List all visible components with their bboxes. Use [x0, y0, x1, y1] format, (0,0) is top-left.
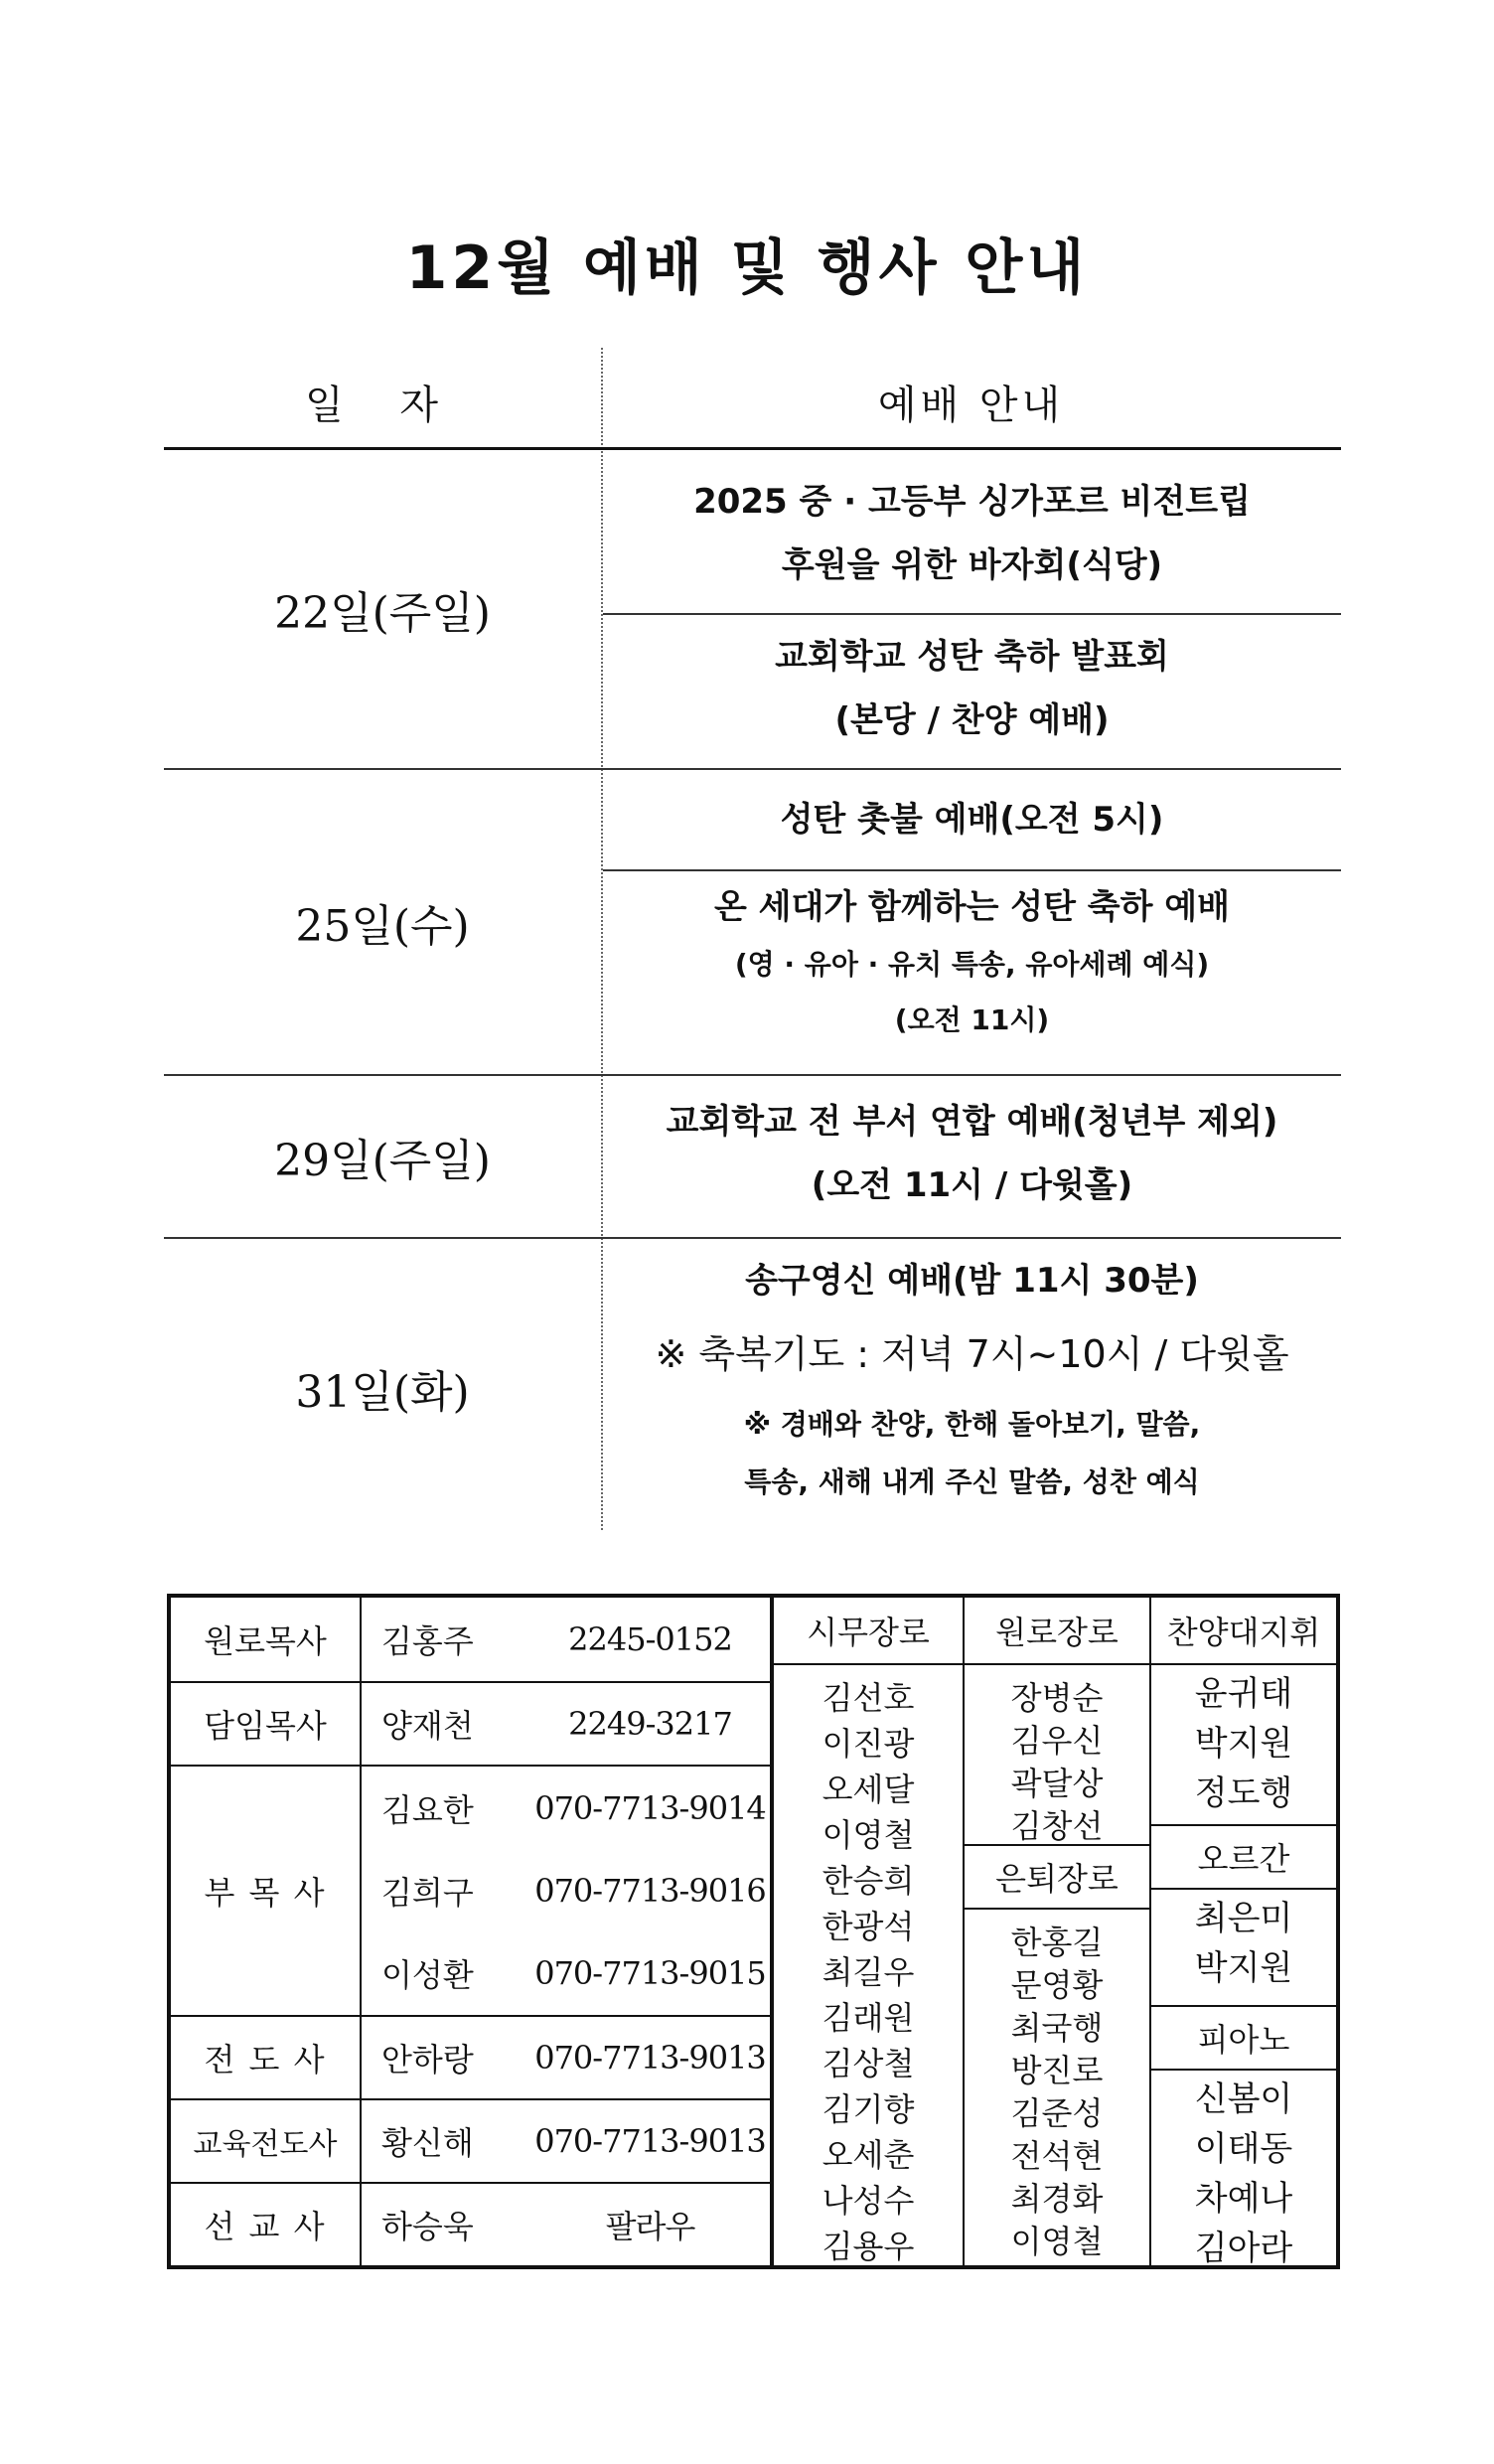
elder-name: 김준성 [1010, 2094, 1104, 2132]
staff-name: 김요한 [381, 1791, 474, 1829]
musician-name: 이태동 [1194, 2129, 1293, 2169]
date-label: 29일(주일) [274, 1136, 491, 1186]
staff-phone: 070-7713-9014 [534, 1789, 766, 1827]
date-column-header: 일 자 [305, 383, 460, 428]
elder-name: 나성수 [822, 2182, 915, 2220]
elder-name: 김창선 [1010, 1807, 1104, 1845]
event-line: 후원을 위한 바자회(식당) [781, 545, 1163, 585]
staff-name: 하승욱 [381, 2208, 474, 2245]
organists-list [1151, 1890, 1336, 2005]
elder-name: 한승희 [822, 1862, 915, 1900]
staff-table [167, 1594, 1340, 2269]
elder-name: 한광석 [822, 1908, 915, 1945]
staff-name: 이성환 [381, 1956, 474, 1994]
date-label: 31일(화) [295, 1367, 470, 1418]
event-line: (오전 11시 / 다윗홀) [811, 1165, 1133, 1205]
retired-elders-list [965, 1910, 1149, 2263]
staff-phone: 070-7713-9016 [534, 1872, 766, 1910]
service-column-header: 예배 안내 [877, 383, 1065, 428]
event-line: 교회학교 전 부서 연합 예배(청년부 제외) [666, 1102, 1278, 1142]
elder-name: 최길우 [822, 1953, 915, 1991]
event-joint-service [603, 1076, 1341, 1217]
event-bazaar [603, 450, 1341, 615]
event-line: 2025 중 · 고등부 싱가포르 비전트립 [693, 482, 1251, 522]
schedule-day-25 [164, 770, 1341, 1076]
active-elders-list [774, 1665, 963, 2269]
event-line: 온 세대가 함께하는 성탄 축하 예배 [714, 887, 1230, 927]
schedule-day-22 [164, 450, 1341, 770]
elder-name: 오세달 [822, 1771, 915, 1808]
active-elders-column [774, 1598, 965, 2265]
event-christmas-recital [603, 615, 1341, 752]
staff-name: 양재천 [381, 1707, 474, 1745]
elder-name: 이진광 [822, 1725, 915, 1763]
musician-name: 신봄이 [1194, 2079, 1293, 2119]
musician-name: 박지원 [1194, 1724, 1293, 1764]
staff-phone: 2245-0152 [568, 1620, 732, 1658]
elder-name: 최국행 [1010, 2009, 1104, 2047]
piano-header: 피아노 [1151, 2005, 1336, 2071]
event-line: 특송, 새해 내게 주신 말씀, 성찬 예식 [744, 1465, 1200, 1498]
organ-header: 오르간 [1151, 1824, 1336, 1890]
schedule-header [164, 348, 1341, 450]
event-line: ※ 축복기도 : 저녁 7시~10시 / 다윗홀 [655, 1332, 1289, 1376]
staff-row-associate-pastors [171, 1767, 770, 2017]
event-christmas-service [603, 871, 1341, 1048]
elder-name: 한홍길 [1010, 1924, 1104, 1961]
date-label: 25일(수) [295, 901, 470, 952]
elder-name: 최경화 [1010, 2180, 1104, 2218]
staff-row-missionary [171, 2184, 770, 2265]
elder-name: 김래원 [822, 1999, 915, 2037]
elder-name: 방진로 [1010, 2052, 1104, 2089]
page-title: 12월 예배 및 행사 안내 [405, 233, 1089, 303]
staff-name: 황신해 [381, 2124, 474, 2162]
musician-name: 정도행 [1194, 1773, 1293, 1813]
schedule-day-29 [164, 1076, 1341, 1239]
musician-name: 박지원 [1194, 1948, 1293, 1988]
event-line: (본당 / 찬양 예배) [834, 700, 1110, 740]
staff-phone: 070-7713-9013 [534, 2039, 766, 2077]
date-label: 22일(주일) [274, 588, 491, 639]
staff-role: 전 도 사 [171, 2017, 362, 2098]
staff-row-senior-pastor [171, 1683, 770, 1767]
pastor-contacts [171, 1598, 774, 2265]
elder-name: 김선호 [822, 1679, 915, 1717]
event-line: ※ 경배와 찬양, 한해 돌아보기, 말씀, [743, 1408, 1201, 1441]
staff-row-education-evangelist [171, 2100, 770, 2184]
elder-name: 김우신 [1010, 1722, 1104, 1760]
event-line: (오전 11시) [894, 1003, 1050, 1036]
elder-name: 오세춘 [822, 2136, 915, 2174]
staff-row-emeritus-pastor [171, 1598, 770, 1683]
column-header: 원로장로 [965, 1598, 1149, 1665]
column-header: 찬양대지휘 [1151, 1598, 1336, 1665]
elder-name: 전석현 [1010, 2137, 1104, 2175]
elder-name: 장병순 [1010, 1679, 1104, 1717]
conductors-list [1151, 1665, 1336, 1824]
staff-role: 교육전도사 [171, 2100, 362, 2182]
elder-name: 김상철 [822, 2045, 915, 2082]
staff-name: 안하랑 [381, 2041, 474, 2079]
emeritus-elders-list [965, 1665, 1149, 1844]
staff-phone: 팔라우 [605, 2208, 695, 2245]
retired-elders-header: 은퇴장로 [965, 1844, 1149, 1910]
schedule-table [164, 348, 1341, 1537]
elder-name: 문영황 [1010, 1966, 1104, 2004]
musician-name: 차예나 [1194, 2179, 1293, 2219]
staff-role: 담임목사 [171, 1683, 362, 1765]
elder-name: 이영철 [822, 1816, 915, 1854]
staff-row-evangelist [171, 2017, 770, 2100]
pianists-list [1151, 2071, 1336, 2273]
elder-name: 이영철 [1010, 2223, 1104, 2260]
elder-name: 곽달상 [1010, 1765, 1104, 1802]
choir-column [1151, 1598, 1336, 2268]
musician-name: 최은미 [1194, 1899, 1293, 1938]
staff-phone: 070-7713-9015 [534, 1954, 766, 1992]
event-line: 성탄 촛불 예배(오전 5시) [780, 800, 1164, 840]
column-header: 시무장로 [774, 1598, 963, 1665]
event-line: 송구영신 예배(밤 11시 30분) [745, 1261, 1199, 1301]
event-line: 교회학교 성탄 축하 발표회 [775, 637, 1169, 677]
elder-name: 김용우 [822, 2228, 915, 2265]
elder-name: 김기향 [822, 2090, 915, 2128]
musician-name: 김아라 [1194, 2229, 1293, 2268]
staff-role: 선 교 사 [171, 2184, 362, 2265]
emeritus-elders-column [965, 1598, 1151, 2265]
event-line: (영 · 유아 · 유치 특송, 유아세례 예식) [734, 948, 1210, 981]
musician-name: 윤귀태 [1194, 1674, 1293, 1714]
staff-name: 김희구 [381, 1874, 474, 1912]
schedule-day-31 [164, 1239, 1341, 1537]
event-new-year-service [603, 1239, 1341, 1511]
staff-phone: 070-7713-9013 [534, 2122, 766, 2160]
staff-phone: 2249-3217 [568, 1705, 732, 1743]
event-candlelight-service [603, 770, 1341, 871]
staff-role: 부 목 사 [171, 1767, 362, 2015]
staff-role: 원로목사 [171, 1598, 362, 1681]
staff-name: 김홍주 [381, 1622, 474, 1660]
